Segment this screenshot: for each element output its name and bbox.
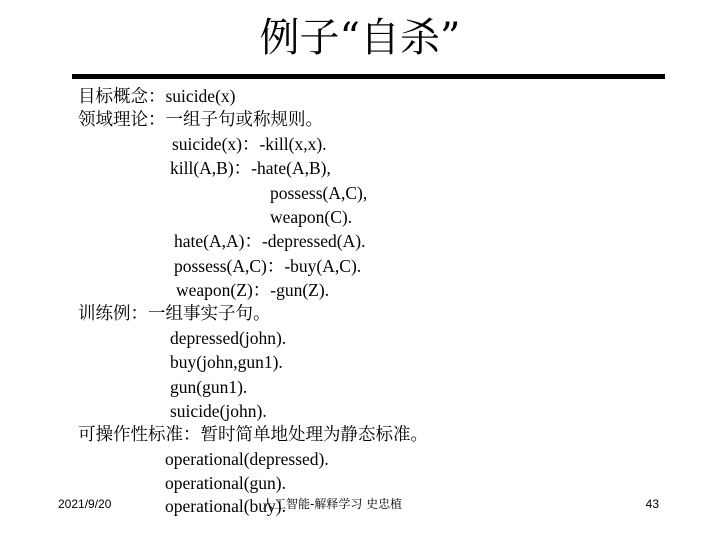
op-buy: operational(buy). [165,496,286,516]
op-depressed: operational(depressed). [165,449,329,469]
rule-kill-possess: possess(A,C), [270,183,368,203]
rule-possess: possess(A,C)：-buy(A,C). [174,256,362,276]
rule-kill: kill(A,B)：-hate(A,B), [170,158,331,178]
footer-date: 2021/9/20 [58,497,112,511]
operational-heading: 可操作性标准：暂时简单地处理为静态标准。 [78,424,428,444]
page-number: 43 [645,497,659,511]
footer-center-text: 人工智能-解释学习 史忠植 [262,497,403,511]
rule-suicide: suicide(x)：-kill(x,x). [172,134,327,154]
rule-hate: hate(A,A)：-depressed(A). [174,231,366,251]
fact-depressed: depressed(john). [170,328,287,348]
rule-kill-weapon: weapon(C). [270,207,353,227]
rule-weapon: weapon(Z)：-gun(Z). [176,280,330,300]
op-gun: operational(gun). [165,473,286,493]
title-underline [72,74,665,79]
slide-title: 例子“自杀” [259,15,461,61]
target-concept-line: 目标概念：suicide(x) [78,86,236,106]
training-example-heading: 训练例：一组事实子句。 [78,303,271,323]
fact-suicide: suicide(john). [170,401,267,421]
fact-buy: buy(john,gun1). [170,352,283,372]
domain-theory-heading: 领域理论：一组子句或称规则。 [78,109,323,129]
fact-gun: gun(gun1). [170,377,248,397]
